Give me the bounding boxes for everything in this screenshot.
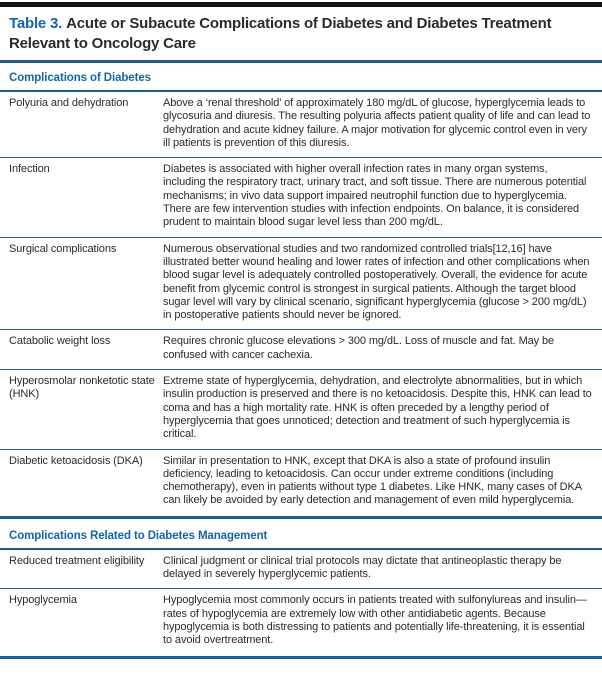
table-row bbox=[0, 157, 602, 236]
section-header: Complications of Diabetes bbox=[9, 72, 151, 84]
top-black-rule bbox=[0, 2, 602, 7]
complication-description: Numerous observational studies and two randomized controlled trials[12,16] have illustrated better wound healing and lower rates of infection and other complications when blood sugar level is adequately controlled postoperatively. Overall, the evidence for acute benefit from glycemic control is strongest in surgical patients. Although the target blood sugar level will vary by clinical scenario, significant hyperglycemia (glucose > 200 mg/dL) in postoperative patients should never be ignored. bbox=[163, 242, 590, 322]
table-section bbox=[0, 63, 602, 519]
complication-description: Diabetes is associated with higher overall infection rates in many organ systems, including the respiratory tract, urinary tract, and soft tissue. There are numerous potential mechanisms; in vivo data support impaired neutrophil function due to hyperglycemia. There are few intervention studies with infection endpoints. On balance, it is considered prudent to maintain blood sugar level less than 200 mg/dL. bbox=[163, 163, 587, 229]
table-row bbox=[0, 550, 602, 589]
complication-description: Similar in presentation to HNK, except that DKA is also a state of profound insulin deficiency, leading to ketoacidosis. Can occur under extreme conditions (including chemotherapy), even in patients without type 1 diabetes. Like HNK, many cases of DKA can likely be avoided by early detection and management of even mild hyperglycemia. bbox=[163, 454, 582, 507]
section-header: Complications Related to Diabetes Management bbox=[9, 529, 268, 542]
complication-description: Above a ‘renal threshold’ of approximately 180 mg/dL of glucose, hyperglycemia leads to glycosuria and diuresis. The resulting polyuria affects patient quality of life and can lead to dehydration and acute kidney failure. A major motivation for glycemic control even in very ill patients is prevention of this diuresis. bbox=[163, 97, 591, 149]
complication-term: Reduced treatment eligibility bbox=[9, 554, 145, 567]
complication-term: Polyuria and dehydration bbox=[9, 97, 129, 109]
table-section bbox=[0, 519, 602, 659]
complication-term: Surgical complications bbox=[9, 242, 117, 255]
table-title bbox=[9, 14, 593, 54]
table-row bbox=[0, 237, 602, 330]
table-row bbox=[0, 369, 602, 448]
table-title-text: Acute or Subacute Complications of Diabetes and Diabetes Treatment Relevant to Oncology Care bbox=[9, 15, 552, 52]
complication-description: Clinical judgment or clinical trial protocols may dictate that antineoplastic therapy be delayed in severely hyperglycemic patients. bbox=[163, 554, 562, 581]
table-row bbox=[0, 329, 602, 369]
table-number-label: Table 3. bbox=[9, 15, 63, 32]
complication-term: Hyperosmolar nonketotic state (HNK) bbox=[9, 375, 155, 401]
section-rows bbox=[0, 90, 602, 516]
section-rows bbox=[0, 548, 602, 656]
table-row bbox=[0, 92, 602, 157]
complication-term: Infection bbox=[9, 163, 50, 176]
complication-term: Diabetic ketoacidosis (DKA) bbox=[9, 454, 143, 467]
complication-term: Hypoglycemia bbox=[9, 594, 77, 607]
complication-description: Hypoglycemia most commonly occurs in patients treated with sulfonylureas and insulin—rates of hypoglycemia are extremely low with other antidiabetic agents. Because hypoglycemia is both distressing to patients and potentially life-threatening, it is essential to avoid overtreatment. bbox=[163, 594, 587, 647]
table-row bbox=[0, 449, 602, 515]
complication-description: Requires chronic glucose elevations > 300 mg/dL. Loss of muscle and fat. May be confused with cancer cachexia. bbox=[163, 335, 555, 361]
complication-term: Catabolic weight loss bbox=[9, 335, 111, 348]
section-end-rule bbox=[0, 656, 602, 659]
complication-description: Extreme state of hyperglycemia, dehydration, and electrolyte abnormalities, but in which insulin production is preserved and there is no ketoacidosis. Despite this, HNK can lead to coma and has a high mortality rate. HNK is often preceded by a lengthy period of hyperglycemia that goes unnoticed; detection and treatment of such hyperglycemia is critical. bbox=[163, 375, 592, 441]
table-row bbox=[0, 588, 602, 654]
table-sections-container bbox=[0, 63, 602, 659]
